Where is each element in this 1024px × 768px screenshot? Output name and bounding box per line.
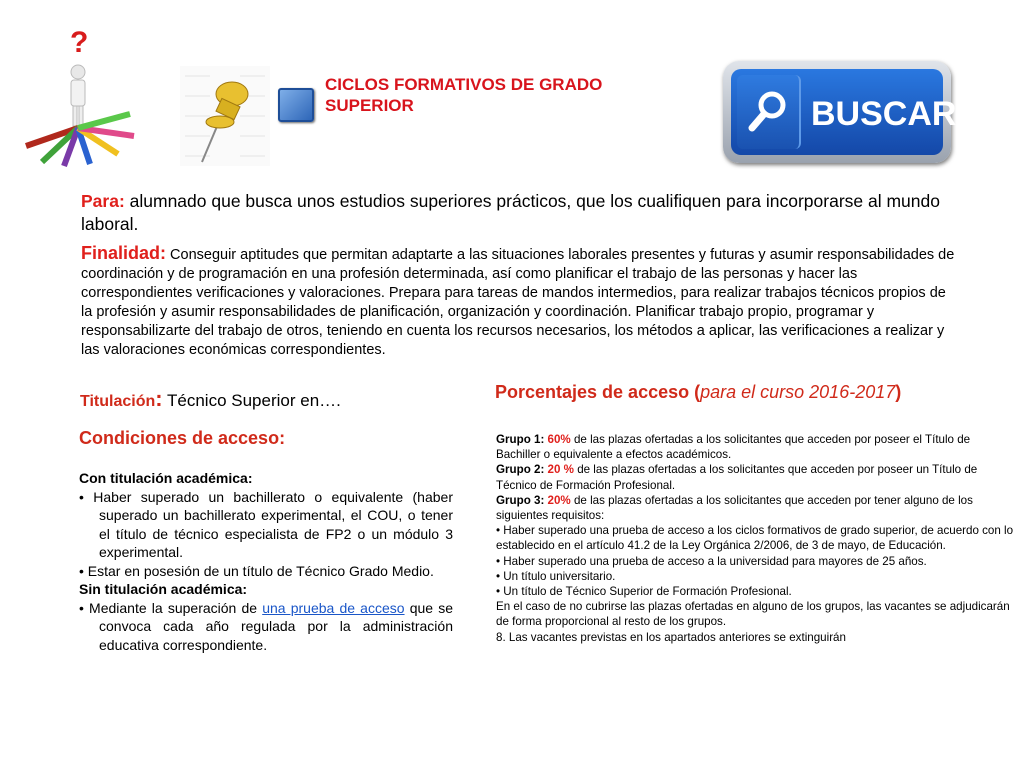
grupo-3	[496, 493, 1016, 523]
bullet3-post: que se convoca cada año regulada por la administración educativa correspondiente.	[99, 599, 453, 653]
condiciones-list	[79, 469, 453, 654]
finalidad-paragraph	[81, 244, 961, 360]
person-arrows-illustration	[18, 28, 158, 168]
list-item: • Estar en posesión de un título de Técnico Grado Medio.	[79, 562, 434, 579]
page-title: CICLOS FORMATIVOS DE GRADO SUPERIOR	[325, 75, 603, 115]
para-paragraph	[81, 190, 961, 236]
blue-square-icon	[278, 88, 314, 122]
search-icon	[737, 75, 799, 149]
vacantes-note-8: 8. Las vacantes previstas en los apartados anteriores se extinguirán	[496, 630, 846, 644]
titulacion-line	[80, 386, 341, 412]
titulacion-colon: :	[155, 386, 163, 411]
grupos-list	[496, 432, 1016, 645]
list-item: • Haber superado una prueba de acceso a los ciclos formativos de grado superior, de acuerdo con lo establecido en el artículo 41.2 de la Ley Orgánica 2/2006, de 3 de mayo, de Educación.	[496, 524, 1014, 553]
con-titulacion-heading: Con titulación académica:	[79, 470, 253, 486]
grupo-2-pct: 20 %	[544, 463, 574, 477]
list-item	[79, 599, 453, 655]
pushpin-icon	[180, 66, 270, 166]
porcentajes-label: Porcentajes de acceso (	[495, 382, 701, 402]
porcentajes-heading	[495, 382, 901, 403]
list-item: • Un título de Técnico Superior de Formación Profesional.	[496, 585, 792, 599]
grupo-1-text: de las plazas ofertadas a los solicitantes que acceden por poseer el Título de Bachiller o equivalente a efectos académicos.	[496, 433, 971, 462]
list-item: • Haber superado una prueba de acceso a la universidad para mayores de 25 años.	[496, 554, 927, 568]
prueba-acceso-link[interactable]: una prueba de acceso	[262, 599, 405, 616]
grupo-3-label: Grupo 3:	[496, 493, 545, 507]
finalidad-text: Conseguir aptitudes que permitan adaptarte a las situaciones laborales presentes y futuras y asumir responsabilidades de coordinación y de programación en una profesión determinada, así como planificar el trabajo de las personas y hacer las correspondientes verificaciones y valoraciones. Prepara para tareas de mandos intermedios, para realizar trabajos técnicos propios de la profesión y asumir responsabilidades de planificación, organización y coordinación. Planificar trabajo propio, programar y responsabilizarte del trabajo de otros, teniendo en cuenta los recursos necesarios, los métodos a aplicar, las verificaciones a realizar y las valoraciones económicas correspondientes.	[81, 247, 955, 358]
grupo-2-label: Grupo 2:	[496, 463, 545, 477]
search-button-label: BUSCAR	[811, 95, 957, 133]
bullet3-pre: • Mediante la superación de	[79, 599, 263, 616]
grupo-2-text: de las plazas ofertadas a los solicitantes que acceden por poseer un Título de Técnico de Formación Profesional.	[496, 463, 978, 492]
grupo-2	[496, 462, 1016, 492]
vacantes-note: En el caso de no cubrirse las plazas ofertadas en alguno de los grupos, las vacantes se adjudicarán de forma proporcional al resto de los grupos.	[496, 600, 1010, 629]
svg-text:?: ?	[70, 28, 89, 59]
grupo-3-text: de las plazas ofertadas a los solicitantes que acceden por tener alguno de los siguientes requisitos:	[496, 493, 973, 523]
magnifier-icon-box	[737, 75, 801, 149]
para-text: alumnado que busca unos estudios superiores prácticos, que los cualifiquen para incorporarse al mundo laboral.	[81, 191, 940, 234]
porcentajes-close: )	[895, 382, 902, 402]
sin-titulacion-heading: Sin titulación académica:	[79, 581, 248, 597]
search-button[interactable]	[723, 61, 957, 163]
finalidad-label: Finalidad:	[81, 243, 166, 263]
para-label: Para:	[81, 191, 125, 211]
grupo-1-pct: 60%	[544, 433, 571, 446]
condiciones-heading: Condiciones de acceso:	[79, 428, 286, 448]
list-item: • Un título universitario.	[496, 569, 616, 583]
porcentajes-course: para el curso 2016-2017	[700, 382, 896, 402]
list-item: • Haber superado un bachillerato o equivalente (haber superado un bachillerato experimental, el COU, o tener el título de técnico especialista de FP2 o un módulo 3 experimental.	[79, 488, 453, 560]
grupo-1-label: Grupo 1:	[496, 433, 545, 446]
grupo-3-pct: 20%	[544, 493, 571, 507]
titulacion-text: Técnico Superior en….	[162, 391, 341, 410]
grupo-1	[496, 432, 1016, 462]
titulacion-label: Titulación	[80, 393, 156, 410]
